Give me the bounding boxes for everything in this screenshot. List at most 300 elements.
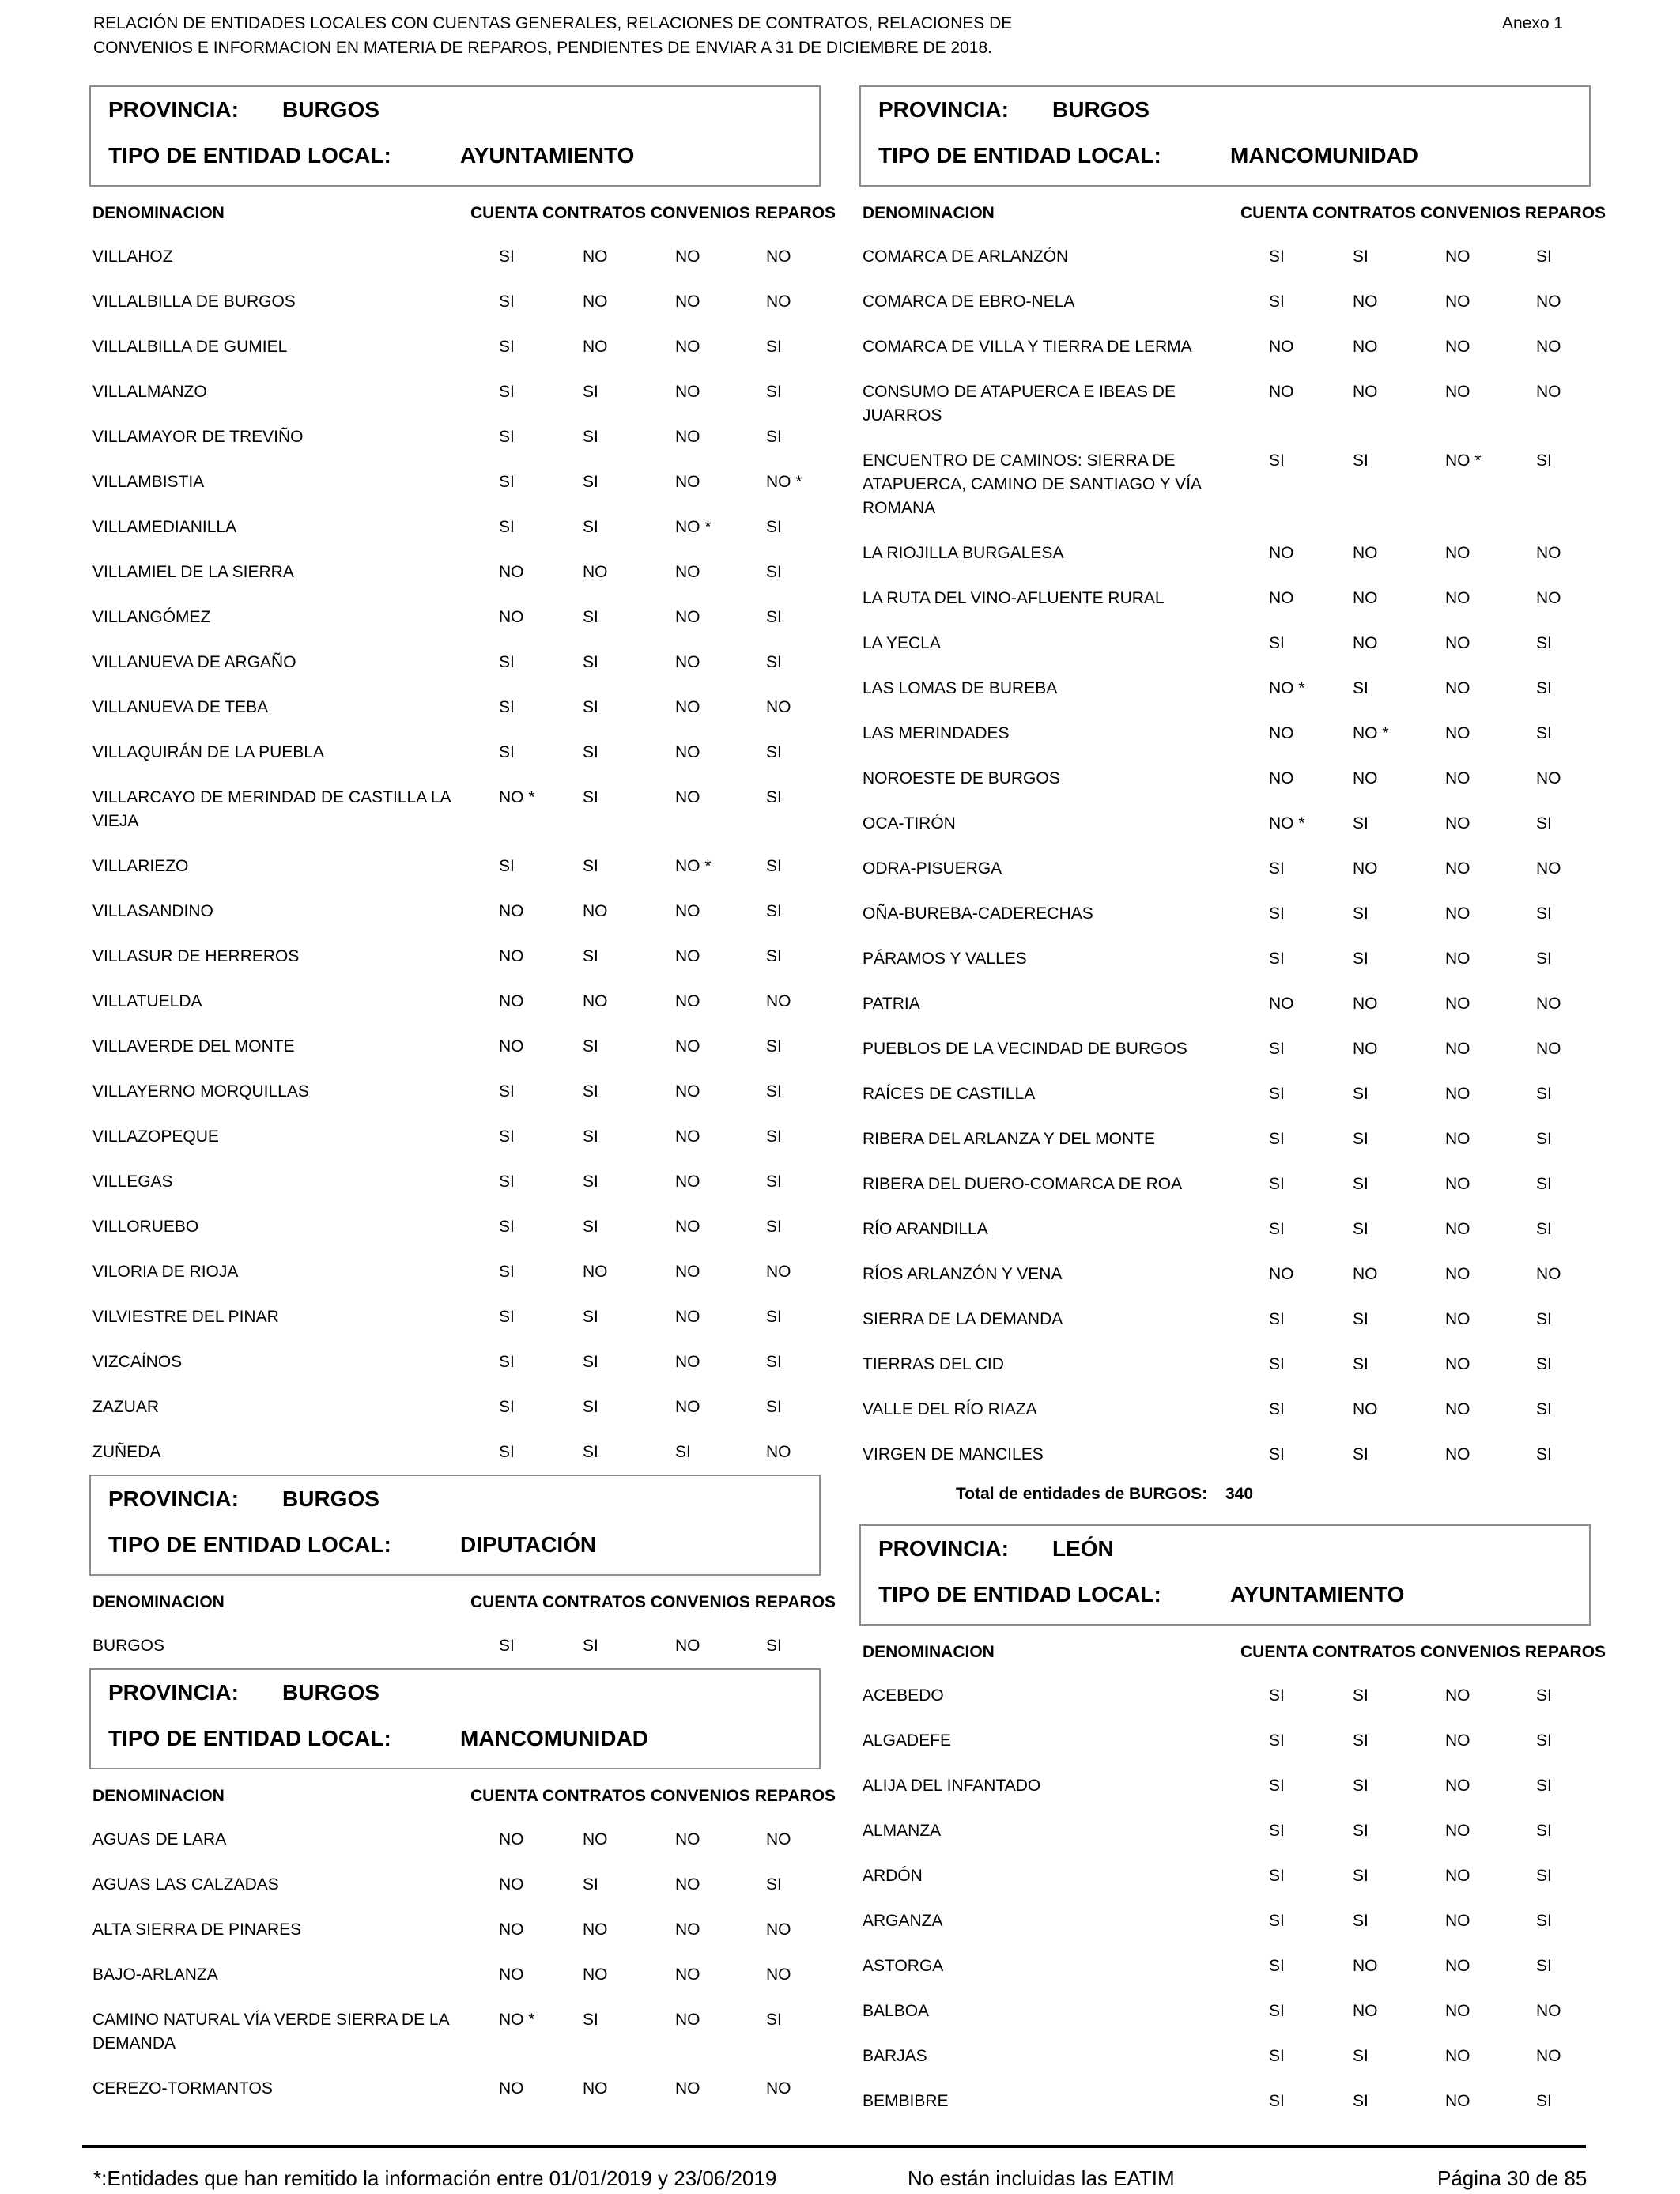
table-row <box>89 1817 821 1862</box>
column-headers-values: CUENTA CONTRATOS CONVENIOS REPAROS <box>470 1787 836 1805</box>
entity-name: LA YECLA <box>863 634 941 652</box>
table-row <box>89 640 821 685</box>
contratos-value: SI <box>1353 1130 1369 1148</box>
entity-name: ENCUENTRO DE CAMINOS: SIERRA DE ATAPUERCA, CAMINO DE SANTIAGO Y VÍA ROMANA <box>863 451 1201 517</box>
entity-group <box>89 1475 836 1668</box>
reparos-value: SI <box>766 2011 782 2029</box>
contratos-value: NO <box>583 2079 608 2098</box>
table-row <box>89 1204 821 1249</box>
table-row <box>89 2066 821 2111</box>
contratos-value: NO * <box>1353 724 1389 742</box>
entity-name: PÁRAMOS Y VALLES <box>863 950 1027 968</box>
table-row <box>859 576 1591 621</box>
reparos-value: NO <box>766 1443 791 1461</box>
cuenta-value: NO * <box>1269 814 1305 833</box>
convenios-value: NO <box>675 947 700 965</box>
column-header-denominacion: DENOMINACION <box>863 204 995 222</box>
entity-name: VILLAZOPEQUE <box>92 1127 219 1146</box>
table-row <box>89 1952 821 1997</box>
table-row <box>859 666 1591 711</box>
table-row <box>859 369 1591 438</box>
provincia-label: PROVINCIA: <box>108 97 239 122</box>
table-row <box>859 711 1591 756</box>
entity-name: BURGOS <box>92 1637 165 1655</box>
convenios-value: NO <box>1445 679 1470 697</box>
reparos-value: SI <box>1536 1777 1552 1795</box>
cuenta-value: SI <box>1269 1310 1285 1328</box>
tipo-label: TIPO DE ENTIDAD LOCAL: <box>878 1582 1161 1607</box>
table-row <box>859 1988 1591 2034</box>
document-title <box>93 11 1121 60</box>
convenios-value: NO * <box>675 857 712 875</box>
table-row <box>859 1853 1591 1898</box>
reparos-value: NO <box>766 1263 791 1281</box>
reparos-value: NO <box>1536 995 1561 1013</box>
group-header-box <box>89 85 821 187</box>
contratos-value: SI <box>1353 1310 1369 1328</box>
reparos-value: NO <box>766 293 791 311</box>
entity-name: RÍOS ARLANZÓN Y VENA <box>863 1265 1063 1283</box>
entity-name: ACEBEDO <box>863 1686 944 1705</box>
contratos-value: NO <box>1353 769 1378 787</box>
cuenta-value: SI <box>1269 247 1285 266</box>
convenios-value: NO <box>1445 995 1470 1013</box>
cuenta-value: NO <box>1269 383 1294 401</box>
cuenta-value: SI <box>1269 2002 1285 2020</box>
contratos-value: SI <box>583 518 598 536</box>
reparos-value: SI <box>1536 1912 1552 1930</box>
cuenta-value: SI <box>499 518 515 536</box>
entity-name: CONSUMO DE ATAPUERCA E IBEAS DE JUARROS <box>863 383 1176 425</box>
entity-name: LAS LOMAS DE BUREBA <box>863 679 1058 697</box>
convenios-value: NO <box>1445 769 1470 787</box>
table-row <box>859 438 1591 531</box>
convenios-value: NO <box>675 1308 700 1326</box>
contratos-value: SI <box>1353 1175 1369 1193</box>
cuenta-value: SI <box>1269 293 1285 311</box>
table-row <box>89 1249 821 1294</box>
contratos-value: NO <box>1353 859 1378 878</box>
table-row <box>859 621 1591 666</box>
convenios-value: NO <box>675 1920 700 1939</box>
table-row <box>859 1943 1591 1988</box>
table-header <box>859 1626 1606 1673</box>
contratos-value: SI <box>583 428 598 446</box>
reparos-value: SI <box>766 1082 782 1101</box>
entity-group <box>89 1668 836 2111</box>
tipo-label: TIPO DE ENTIDAD LOCAL: <box>108 143 391 168</box>
convenios-value: NO <box>1445 1957 1470 1975</box>
table-row <box>859 1026 1591 1071</box>
cuenta-value: SI <box>499 698 515 716</box>
entity-name: VILLANGÓMEZ <box>92 608 211 626</box>
tipo-label: TIPO DE ENTIDAD LOCAL: <box>108 1726 391 1750</box>
cuenta-value: SI <box>499 1127 515 1146</box>
cuenta-value: SI <box>1269 1957 1285 1975</box>
tipo-label: TIPO DE ENTIDAD LOCAL: <box>108 1532 391 1557</box>
entity-name: VILLANUEVA DE TEBA <box>92 698 269 716</box>
group-header-box <box>89 1668 821 1769</box>
reparos-value: NO <box>1536 769 1561 787</box>
entity-name: OCA-TIRÓN <box>863 814 956 833</box>
group-header-box <box>89 1475 821 1576</box>
provincia-row <box>878 96 1150 123</box>
convenios-value: NO <box>1445 1310 1470 1328</box>
table-row <box>859 1207 1591 1252</box>
contratos-value: SI <box>1353 2092 1369 2110</box>
table-row <box>859 1116 1591 1161</box>
convenios-value: NO <box>675 2011 700 2029</box>
reparos-value: SI <box>1536 950 1552 968</box>
table-row <box>89 844 821 889</box>
cuenta-value: SI <box>499 653 515 671</box>
convenios-value: NO <box>1445 338 1470 356</box>
column-headers-values: CUENTA CONTRATOS CONVENIOS REPAROS <box>470 1593 836 1611</box>
convenios-value: NO <box>675 293 700 311</box>
convenios-value: NO <box>1445 2092 1470 2110</box>
convenios-value: NO <box>1445 544 1470 562</box>
cuenta-value: SI <box>499 383 515 401</box>
reparos-value: SI <box>766 608 782 626</box>
convenios-value: NO * <box>675 518 712 536</box>
cuenta-value: SI <box>1269 1355 1285 1373</box>
entity-name: VILLALBILLA DE BURGOS <box>92 293 296 311</box>
convenios-value: NO <box>1445 2047 1470 2065</box>
table-row <box>859 1252 1591 1297</box>
entity-name: VILLAMIEL DE LA SIERRA <box>92 563 294 581</box>
cuenta-value: NO <box>499 1875 524 1894</box>
entity-name: VIZCAÍNOS <box>92 1353 183 1371</box>
entity-group <box>89 85 836 1475</box>
entity-name: VILVIESTRE DEL PINAR <box>92 1308 279 1326</box>
table-row <box>859 1898 1591 1943</box>
convenios-value: NO <box>1445 2002 1470 2020</box>
reparos-value: NO <box>1536 2002 1561 2020</box>
table-row <box>89 1339 821 1384</box>
entity-name: SIERRA DE LA DEMANDA <box>863 1310 1063 1328</box>
entity-name: RIBERA DEL ARLANZA Y DEL MONTE <box>863 1130 1155 1148</box>
convenios-value: NO <box>675 473 700 491</box>
tipo-row <box>108 1531 597 1558</box>
entity-name: AGUAS DE LARA <box>92 1830 227 1848</box>
title-line-2: CONVENIOS E INFORMACION EN MATERIA DE REPAROS, PENDIENTES DE ENVIAR A 31 DE DICIEMBRE DE 2018. <box>93 39 992 57</box>
tipo-value: MANCOMUNIDAD <box>1230 143 1418 168</box>
cuenta-value: SI <box>1269 1822 1285 1840</box>
table-row <box>859 936 1591 981</box>
reparos-value: NO <box>766 1966 791 1984</box>
convenios-value: NO <box>1445 1822 1470 1840</box>
entity-name: ALGADEFE <box>863 1731 952 1750</box>
table-row <box>859 279 1591 324</box>
convenios-value: NO <box>1445 1130 1470 1148</box>
entity-name: AGUAS LAS CALZADAS <box>92 1875 279 1894</box>
contratos-value: NO <box>1353 383 1378 401</box>
convenios-value: NO <box>675 902 700 920</box>
cuenta-value: NO <box>499 608 524 626</box>
reparos-value: SI <box>766 1353 782 1371</box>
entity-name: RAÍCES DE CASTILLA <box>863 1085 1036 1103</box>
reparos-value: NO <box>1536 859 1561 878</box>
column-header-denominacion: DENOMINACION <box>863 1643 995 1661</box>
reparos-value: SI <box>766 902 782 920</box>
entity-name: VILLARCAYO DE MERINDAD DE CASTILLA LA VIEJA <box>92 788 451 830</box>
table-row <box>89 234 821 279</box>
table-row <box>859 1718 1591 1763</box>
reparos-value: NO <box>1536 1040 1561 1058</box>
cuenta-value: SI <box>1269 2047 1285 2065</box>
convenios-value: NO <box>675 698 700 716</box>
convenios-value: NO <box>675 743 700 761</box>
cuenta-value: NO <box>499 1037 524 1055</box>
footer-divider <box>82 2145 1586 2148</box>
entity-name: COMARCA DE ARLANZÓN <box>863 247 1069 266</box>
reparos-value: SI <box>766 518 782 536</box>
cuenta-value: NO * <box>1269 679 1305 697</box>
convenios-value: NO <box>1445 247 1470 266</box>
contratos-value: SI <box>1353 247 1369 266</box>
reparos-value: SI <box>766 857 782 875</box>
cuenta-value: SI <box>1269 1220 1285 1238</box>
provincia-value: BURGOS <box>282 1680 379 1705</box>
reparos-value: SI <box>766 563 782 581</box>
convenios-value: NO <box>1445 724 1470 742</box>
convenios-value: NO <box>675 2079 700 2098</box>
reparos-value: NO <box>766 2079 791 2098</box>
convenios-value: NO <box>1445 1686 1470 1705</box>
convenios-value: NO <box>1445 1265 1470 1283</box>
reparos-value: NO <box>1536 338 1561 356</box>
convenios-value: NO <box>1445 293 1470 311</box>
entity-name: VILLORUEBO <box>92 1218 199 1236</box>
column-header-denominacion: DENOMINACION <box>92 204 225 222</box>
table-row <box>89 369 821 414</box>
cuenta-value: SI <box>1269 1085 1285 1103</box>
entity-name: RIBERA DEL DUERO-COMARCA DE ROA <box>863 1175 1183 1193</box>
reparos-value: SI <box>1536 1867 1552 1885</box>
reparos-value: SI <box>1536 1130 1552 1148</box>
table-row <box>859 1432 1591 1477</box>
convenios-value: NO <box>675 563 700 581</box>
cuenta-value: SI <box>499 1398 515 1416</box>
contratos-value: NO <box>1353 2002 1378 2020</box>
table-row <box>89 1429 821 1475</box>
cuenta-value: NO <box>1269 1265 1294 1283</box>
convenios-value: NO <box>675 338 700 356</box>
contratos-value: SI <box>583 788 598 806</box>
entity-group <box>859 85 1606 1524</box>
cuenta-value: NO <box>499 992 524 1010</box>
reparos-value: SI <box>1536 634 1552 652</box>
entity-name: VIRGEN DE MANCILES <box>863 1445 1044 1463</box>
contratos-value: NO <box>583 1263 608 1281</box>
reparos-value: NO <box>766 1920 791 1939</box>
entity-name: VILLARIEZO <box>92 857 189 875</box>
reparos-value: SI <box>766 1218 782 1236</box>
table-row <box>89 459 821 504</box>
cuenta-value: SI <box>499 743 515 761</box>
contratos-value: SI <box>1353 1445 1369 1463</box>
contratos-value: SI <box>583 743 598 761</box>
convenios-value: NO <box>675 1218 700 1236</box>
table-row <box>89 504 821 549</box>
table-header <box>859 187 1606 234</box>
reparos-value: SI <box>1536 451 1552 470</box>
total-value: 340 <box>1225 1485 1254 1503</box>
reparos-value: SI <box>766 743 782 761</box>
convenios-value: NO <box>1445 950 1470 968</box>
entity-name: ALTA SIERRA DE PINARES <box>92 1920 302 1939</box>
reparos-value: NO <box>766 1830 791 1848</box>
convenios-value: NO <box>675 1637 700 1655</box>
contratos-value: SI <box>1353 904 1369 923</box>
reparos-value: SI <box>766 383 782 401</box>
entity-name: VILLATUELDA <box>92 992 202 1010</box>
convenios-value: NO <box>1445 814 1470 833</box>
table-row <box>89 1623 821 1668</box>
cuenta-value: NO <box>499 1830 524 1848</box>
table-row <box>89 1294 821 1339</box>
cuenta-value: SI <box>499 1263 515 1281</box>
tipo-row <box>108 142 635 169</box>
contratos-value: SI <box>1353 2047 1369 2065</box>
contratos-value: SI <box>583 1218 598 1236</box>
provincia-value: BURGOS <box>282 1486 379 1511</box>
entity-name: COMARCA DE EBRO-NELA <box>863 293 1075 311</box>
cuenta-value: SI <box>1269 1130 1285 1148</box>
entity-name: RÍO ARANDILLA <box>863 1220 988 1238</box>
provincia-label: PROVINCIA: <box>108 1486 239 1511</box>
table-header <box>89 187 836 234</box>
reparos-value: SI <box>1536 904 1552 923</box>
entity-name: LA RIOJILLA BURGALESA <box>863 544 1064 562</box>
contratos-value: SI <box>1353 1355 1369 1373</box>
cuenta-value: NO <box>1269 769 1294 787</box>
table-row <box>859 801 1591 846</box>
convenios-value: SI <box>675 1443 691 1461</box>
entity-name: PATRIA <box>863 995 920 1013</box>
convenios-value: NO <box>675 1353 700 1371</box>
page-number: Página 30 de 85 <box>1437 2166 1588 2190</box>
convenios-value: NO <box>1445 1912 1470 1930</box>
contratos-value: SI <box>583 1443 598 1461</box>
table-row <box>89 1384 821 1429</box>
reparos-value: SI <box>1536 1445 1552 1463</box>
contratos-value: NO <box>1353 338 1378 356</box>
reparos-value: SI <box>766 338 782 356</box>
contratos-value: NO <box>583 1830 608 1848</box>
cuenta-value: SI <box>499 293 515 311</box>
contratos-value: SI <box>583 608 598 626</box>
column-header-denominacion: DENOMINACION <box>92 1787 225 1805</box>
entity-name: OÑA-BUREBA-CADERECHAS <box>863 904 1093 923</box>
table-row <box>859 1071 1591 1116</box>
reparos-value: SI <box>1536 1175 1552 1193</box>
contratos-value: SI <box>583 1398 598 1416</box>
cuenta-value: SI <box>1269 1912 1285 1930</box>
provincia-value: BURGOS <box>1052 97 1150 122</box>
contratos-value: SI <box>1353 1867 1369 1885</box>
column-header-denominacion: DENOMINACION <box>92 1593 225 1611</box>
tipo-row <box>108 1725 648 1752</box>
provincia-row <box>878 1535 1114 1562</box>
entity-name: COMARCA DE VILLA Y TIERRA DE LERMA <box>863 338 1192 356</box>
footer-note: *:Entidades que han remitido la información entre 01/01/2019 y 23/06/2019 <box>93 2166 777 2190</box>
convenios-value: NO <box>1445 1400 1470 1418</box>
cuenta-value: SI <box>499 857 515 875</box>
reparos-value: SI <box>1536 1310 1552 1328</box>
contratos-value: SI <box>583 653 598 671</box>
convenios-value: NO <box>1445 1777 1470 1795</box>
entity-name: ARDÓN <box>863 1867 923 1885</box>
convenios-value: NO <box>675 788 700 806</box>
convenios-value: NO <box>1445 1867 1470 1885</box>
contratos-value: SI <box>583 1037 598 1055</box>
table-row <box>859 2079 1591 2124</box>
tipo-row <box>878 1581 1405 1608</box>
reparos-value: NO <box>1536 383 1561 401</box>
reparos-value: NO <box>1536 1265 1561 1283</box>
table-row <box>89 1997 821 2066</box>
entity-name: ZUÑEDA <box>92 1443 161 1461</box>
convenios-value: NO <box>675 1263 700 1281</box>
tipo-value: MANCOMUNIDAD <box>460 1726 648 1750</box>
table-row <box>89 775 821 844</box>
reparos-value: SI <box>1536 1355 1552 1373</box>
entity-name: VILLAMEDIANILLA <box>92 518 237 536</box>
reparos-value: SI <box>1536 1085 1552 1103</box>
entity-name: LA RUTA DEL VINO-AFLUENTE RURAL <box>863 589 1165 607</box>
convenios-value: NO <box>1445 1175 1470 1193</box>
group-header-box <box>859 85 1591 187</box>
contratos-value: SI <box>583 857 598 875</box>
reparos-value: SI <box>1536 1822 1552 1840</box>
entity-name: VILLALMANZO <box>92 383 207 401</box>
total-row <box>859 1477 1591 1524</box>
cuenta-value: SI <box>1269 634 1285 652</box>
convenios-value: NO <box>1445 1220 1470 1238</box>
reparos-value: SI <box>766 947 782 965</box>
cuenta-value: SI <box>499 473 515 491</box>
entity-name: VILLASUR DE HERREROS <box>92 947 300 965</box>
contratos-value: NO <box>583 992 608 1010</box>
convenios-value: NO <box>675 653 700 671</box>
cuenta-value: SI <box>499 1173 515 1191</box>
table-row <box>859 1763 1591 1808</box>
cuenta-value: SI <box>499 1218 515 1236</box>
reparos-value: SI <box>766 1127 782 1146</box>
cuenta-value: NO <box>1269 338 1294 356</box>
cuenta-value: SI <box>1269 451 1285 470</box>
contratos-value: SI <box>583 383 598 401</box>
provincia-value: BURGOS <box>282 97 379 122</box>
entity-name: BALBOA <box>863 2002 930 2020</box>
entity-name: VILLAHOZ <box>92 247 173 266</box>
table-row <box>859 1161 1591 1207</box>
cuenta-value: SI <box>1269 1445 1285 1463</box>
convenios-value: NO <box>1445 1355 1470 1373</box>
convenios-value: NO <box>675 1830 700 1848</box>
entity-name: BEMBIBRE <box>863 2092 949 2110</box>
reparos-value: NO <box>1536 589 1561 607</box>
cuenta-value: SI <box>499 247 515 266</box>
entity-name: ALIJA DEL INFANTADO <box>863 1777 1041 1795</box>
cuenta-value: SI <box>1269 859 1285 878</box>
contratos-value: NO <box>1353 995 1378 1013</box>
entity-name: VILLALBILLA DE GUMIEL <box>92 338 288 356</box>
table-row <box>859 846 1591 891</box>
contratos-value: NO <box>1353 1400 1378 1418</box>
entity-name: VILLAQUIRÁN DE LA PUEBLA <box>92 743 324 761</box>
